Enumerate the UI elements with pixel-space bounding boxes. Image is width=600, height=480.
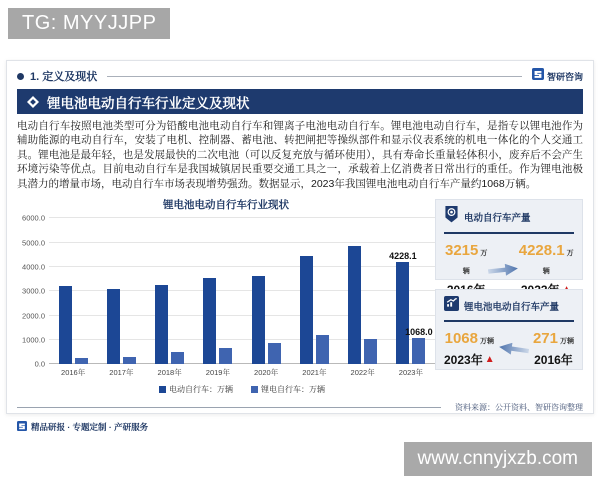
bar (59, 286, 72, 364)
header-divider (107, 76, 522, 77)
legend-label: 电动自行车：万辆 (169, 385, 233, 395)
y-tick-label: 6000.0 (22, 213, 45, 223)
content-row (17, 195, 583, 395)
y-tick-label: 0.0 (34, 359, 45, 369)
brand-row (17, 418, 583, 436)
stat-card-ebike-output (435, 199, 583, 280)
url-watermark: www.cnnyjxzb.com (404, 442, 593, 476)
zhiyan-logo-icon (17, 418, 27, 436)
bar-group (97, 218, 145, 364)
bar-group (290, 218, 338, 364)
stat-unit: 万辆 (479, 338, 494, 346)
card-header (444, 206, 574, 234)
chart-x-labels (49, 367, 435, 378)
chart-y-axis (17, 213, 49, 369)
footer-row (17, 402, 583, 413)
banner-title: 锂电池电动自行车行业定义及现状 (47, 95, 250, 111)
legend-swatch-icon (159, 386, 166, 393)
legend-label: 锂电自行车：万辆 (261, 385, 325, 395)
x-tick-label: 2022年 (350, 368, 375, 378)
stat-unit: 万辆 (559, 338, 574, 346)
x-tick-label: 2019年 (205, 368, 230, 378)
section-title: 1. 定义及现状 (30, 71, 98, 83)
y-tick-label: 2000.0 (22, 311, 45, 321)
chart-title: 锂电池电动自行车行业现状 (163, 199, 289, 212)
legend-item (251, 384, 325, 395)
bar-group (194, 218, 242, 364)
bar-group (387, 218, 435, 364)
bullet-icon (17, 73, 24, 80)
diamond-icon (27, 96, 39, 108)
medal-badge-icon (444, 206, 459, 228)
stat-right (533, 330, 574, 368)
up-arrow-icon: ▲ (484, 353, 495, 365)
x-tick-label: 2020年 (254, 368, 279, 378)
bar (348, 246, 361, 365)
stat-card-lithium-ebike-output (435, 289, 583, 370)
bar (203, 278, 216, 365)
report-panel (6, 60, 594, 433)
stat-left (444, 330, 495, 368)
x-tick-label: 2017年 (109, 368, 134, 378)
bar (75, 358, 88, 365)
stat-value: 271 (532, 330, 558, 348)
stat-value: 3215 (445, 242, 479, 260)
legend-swatch-icon (251, 386, 258, 393)
bar-group (242, 218, 290, 364)
chart-plot (49, 218, 435, 364)
card-body (444, 330, 574, 368)
chart (17, 195, 435, 395)
x-tick-label: 2018年 (157, 368, 182, 378)
bar-group (49, 218, 97, 364)
bar-value-label: 4228.1 (389, 250, 417, 261)
card-header (444, 296, 574, 322)
y-tick-label: 5000.0 (22, 238, 45, 248)
chart-groups (49, 218, 435, 364)
chart-legend (49, 384, 435, 395)
stat-year: 2023年 ▲ (444, 353, 495, 368)
x-tick-label: 2016年 (61, 368, 86, 378)
bar-group (339, 218, 387, 364)
legend-item (159, 384, 233, 395)
bar (389, 250, 417, 365)
bar (316, 335, 329, 365)
x-tick-label: 2021年 (302, 368, 327, 378)
section-header (17, 67, 583, 85)
growth-chart-icon (444, 296, 459, 316)
bar (107, 289, 120, 365)
bar (268, 343, 281, 365)
bar (252, 276, 265, 365)
data-source-note: 资料来源：公开资料、智研咨询整理 (455, 403, 583, 413)
logo-text: 智研咨询 (546, 71, 583, 82)
chart-body (17, 213, 435, 369)
bar (364, 339, 377, 365)
brand-logo (532, 67, 583, 85)
bar-value-label: 1068.0 (405, 327, 433, 338)
y-tick-label: 3000.0 (22, 286, 45, 296)
tg-watermark: TG: MYYJJPP (8, 8, 170, 39)
section-banner (17, 89, 583, 114)
bar-group (146, 218, 194, 364)
stat-value: 4228.1 (518, 242, 565, 260)
bar (155, 285, 168, 365)
stat-value: 1068 (444, 330, 478, 348)
trend-arrow-left-icon (498, 341, 529, 357)
stat-unit: 万辆 (462, 250, 488, 276)
stat-unit: 万辆 (542, 250, 574, 276)
stat-year: 2016年 (534, 353, 573, 368)
card-title: 锂电池电动自行车产量 (464, 302, 560, 314)
stat-cards (435, 195, 583, 395)
bar (123, 357, 136, 365)
intro-paragraph: 电动自行车按照电池类型可分为铅酸电池电动自行车和锂离子电池电动自行车。锂电池电动自行车，是指专以锂电池作为辅助能源的电动自行车，安装了电机、控制器、蓄电池、转把闸把等操纵部件和显示仪表系统的机电一体化的个人交通工具。锂电池是最年轻，也是发展最快的二次电池（可以反复充放与循环使用），具有寿命长重量轻体积小，废弃后不会产生环境污染等优点。目前电动自行车是我国城镇居民重要交通工具之一，承载着上亿消费者日常出行的重任。作为锂电池极具潜力的增量市场，电动自行车市场表现增势强劲。数据显示，2023年我国锂电池电动自行车产量约1068万辆。 (17, 120, 583, 190)
y-tick-label: 4000.0 (22, 262, 45, 272)
y-tick-label: 1000.0 (22, 335, 45, 345)
footer-divider (17, 407, 441, 408)
bar (219, 348, 232, 365)
zhiyan-logo-icon (532, 67, 544, 85)
trend-arrow-right-icon (488, 263, 519, 278)
bar (171, 352, 184, 364)
bar (405, 327, 433, 364)
x-tick-label: 2023年 (398, 368, 423, 378)
card-title: 电动自行车产量 (464, 213, 531, 225)
brand-tagline: 精品研报 · 专题定制 · 产研服务 (31, 422, 149, 433)
bar (300, 256, 313, 364)
